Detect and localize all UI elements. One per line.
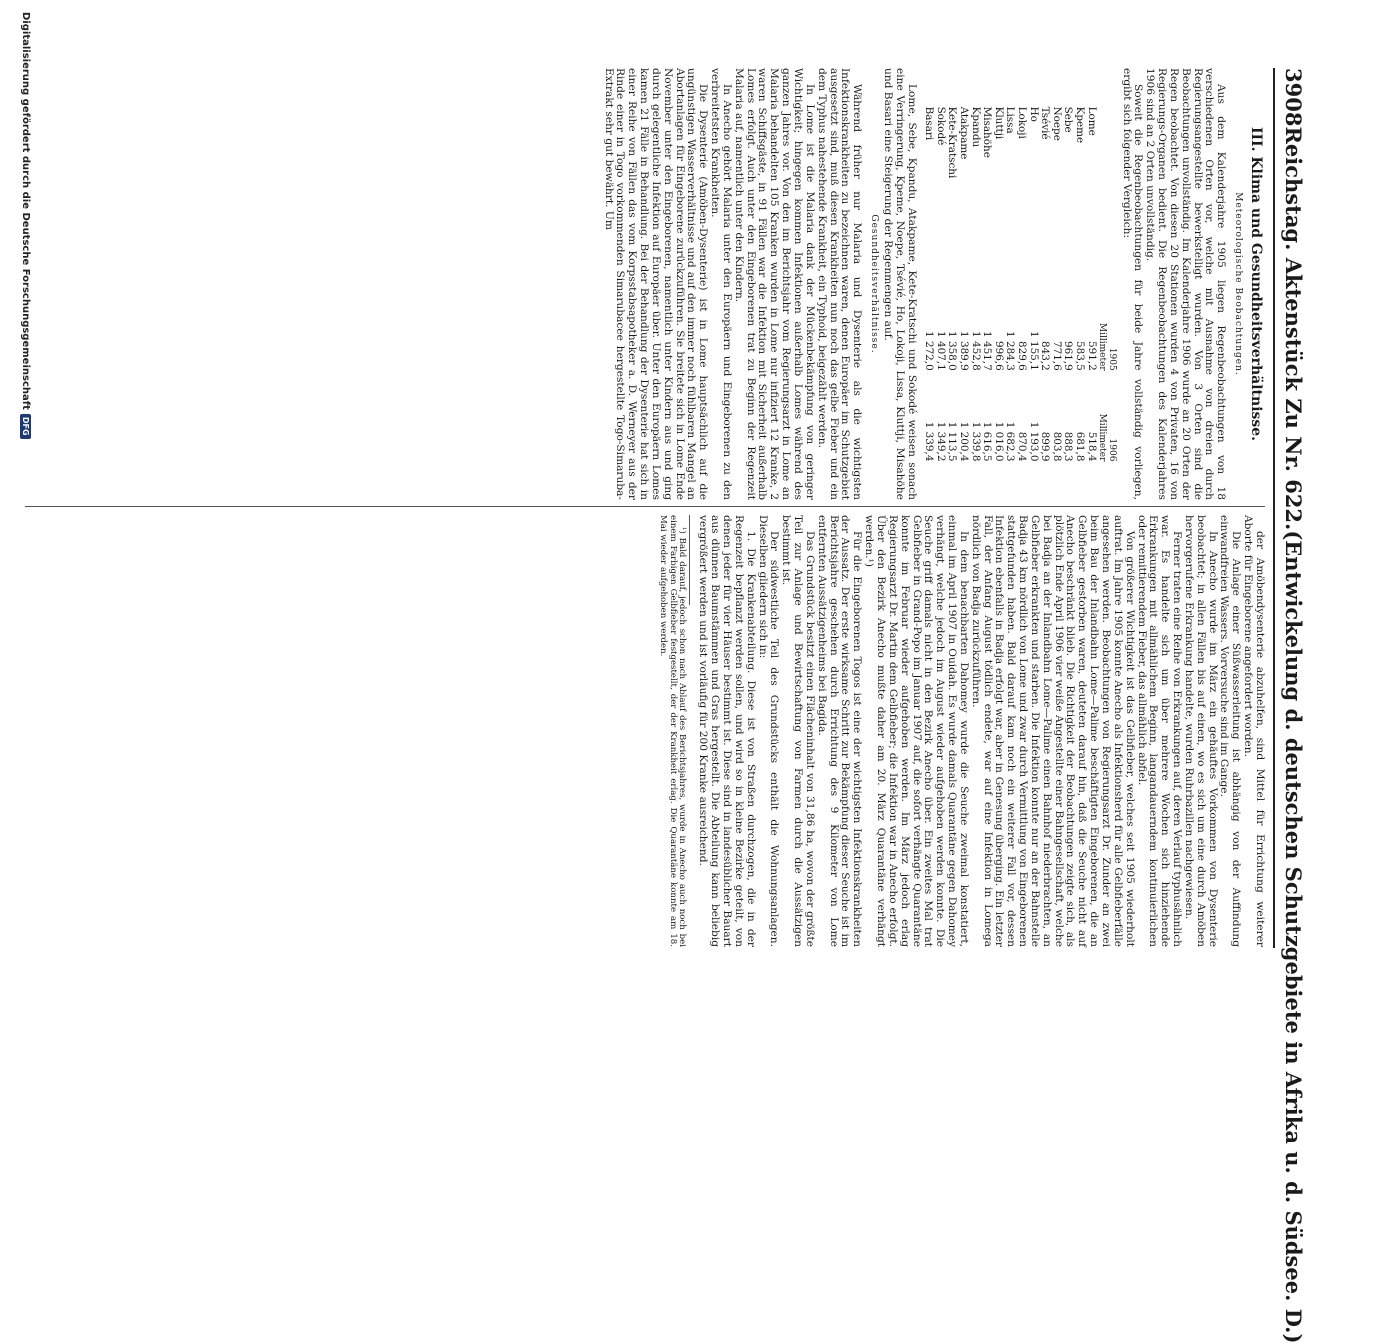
- column-unit: Millimeter: [1097, 413, 1108, 462]
- rainfall-table-body: [923, 103, 1097, 466]
- value-1906-cell: 518,4: [1085, 431, 1098, 462]
- column-year: 1905: [1106, 347, 1117, 371]
- paragraph: der Amöbendysenterie abzuhelfen, sind Mittel für Errichtung weiterer Aborte für Eingeborene angefordert worden.: [1242, 515, 1266, 947]
- subhead-health: Gesundheitsverhältnisse.: [869, 214, 880, 354]
- footnote-rule: [690, 515, 691, 605]
- station-cell: Kete-Kratschi: [946, 106, 959, 179]
- station-cell: Kpandu: [969, 106, 982, 148]
- table-row: [1004, 103, 1016, 466]
- value-1906-cell: 1 339,4: [923, 421, 936, 462]
- paragraph: Während früher nur Malaria und Dysenterie als die wichtigsten Infektionskrankheiten zu bezeichnen waren, denen Europäer im Schutzgebiet ausgesetzt sind, muß diesen Krankheiten nun noch das gelbe Fieber und ein dem Typhus nahestehende Krankheit, ein Typhoid, beigezählt werden.: [815, 68, 864, 500]
- value-1905-cell: 1 272,0: [923, 331, 936, 371]
- value-1905-cell: 996,6: [992, 340, 1005, 371]
- table-row: [969, 103, 981, 466]
- paragraph: Aus dem Kalenderjahre 1905 liegen Regenbeobachtungen von 18 verschiedenen Orten vor, welche mit Ausnahme von dreien durch Regierungsangestellte bewerkstelligt wurden. Von 3 Orten sind die Beobachtungen unvollständig. Im Kalenderjahre 1906 wurde an 20 Orten der Regen beobachtet. Von diesen 20 Stationen wurden 4 von Privaten, 16 von Regierungs-Organen bedient. Die Regenbeobachtungen des Kalenderjahres 1906 sind an 2 Orten unvollständig.: [1144, 68, 1228, 500]
- paragraph: In Lome ist die Malaria dank der Mückenbekämpfung von geringer Wichtigkeit; hingegen kommen Infektionen außerhalb Lomes während des ganzen Jahres vor. Von den im Berichtsjahr vom Regierungsarzt in Lome an Malaria behandelten 105 Kranken wurden in Lome nur infiziert 12 Kranke, 2 waren Schiffsgäste, in 91 Fällen war die Infektion mit Sicherheit außerhalb Lomes erfolgt. Auch unter den Eingeborenen trat zu Beginn der Regenzeit Malaria auf, namentlich unter den Kindern.: [732, 68, 816, 500]
- table-row: [1039, 103, 1051, 466]
- column-header-1905: [1097, 284, 1116, 375]
- table-row: [934, 103, 946, 466]
- paragraph: Von größerer Wichtigkeit ist das Gelbfieber, welches seit 1905 wiederholt auftrat. Im Jahre 1905 konnte Anecho als Infektionsherd für alle Gelbfieberfälle angesehen werden. Beobachtungen von Regierungsarzt Dr. Zunder an zwei beim Bau der Inlandbahn Lome—Palime beschäftigten Eingeborenen, die an Gelbfieber gestorben waren, deuteten darauf hin, daß die Seuche nicht auf Anecho beschränkt blieb. Die Richtigkeit der Beobachtungen zeigte sich, als plötzlich Ende April 1906 vier weiße Angestellte einer Bahngesellschaft, welche bei Badja an der Inlandbahn Lome—Palime einen Bahnhof niederbrachten, an Gelbfieber erkrankten und starben. Die Infektion konnte nur an der Bahnstelle Badja 43 km nördlich von Lome und zwar durch Vermittlung von Eingeborenen stattgefunden haben. Bald darauf kam noch ein weiterer Fall vor, dessen Infektion ebenfalls in Badja erfolgt war, aber in Genesung überging. Ein letzter Fall, der Anfang August tödlich endete, war auf eine Infektion in Lomega nördlich von Badja zurückzuführen.: [969, 515, 1136, 947]
- left-column: [13, 68, 1265, 500]
- value-1906-cell: 1 016,0: [992, 421, 1005, 462]
- credit-text: Digitalisierung gefördert durch die Deutsche Forschungsgemeinschaft: [20, 12, 32, 410]
- table-row: [1015, 103, 1027, 466]
- value-1906-cell: 1 113,5: [946, 421, 959, 462]
- value-1905-cell: 583,5: [1073, 340, 1086, 371]
- value-1906-cell: 681,8: [1073, 431, 1086, 462]
- column-divider: [25, 506, 1265, 507]
- value-1905-cell: 1 452,8: [969, 331, 982, 371]
- running-title: (Entwickelung d. deutschen Schutzgebiete in Afrika u. d. Südsee. D.): [1281, 530, 1307, 1343]
- value-1906-cell: 1 200,4: [958, 421, 970, 462]
- paragraph: Der südwestliche Teil des Grundstücks enthält die Wohnungsanlagen. Dieselben gliedern sich in:: [756, 515, 781, 947]
- value-1905-cell: 829,6: [1015, 340, 1028, 371]
- value-1906-cell: 870,4: [1015, 431, 1028, 462]
- subhead-meteorology: Meteorologische Beobachtungen.: [1233, 192, 1244, 376]
- station-cell: Kluttji: [992, 106, 1005, 140]
- paragraph: In Anecho wurde im März ein gehäuftes Vorkommen von Dysenterie beobachtet; in allen Fällen bis auf einen, wo es sich um eine durch Amöben hervorgerufene Erkrankung handelte, wurden Ruhrbazillen nachgewiesen.: [1182, 515, 1219, 947]
- value-1905-cell: 1 389,9: [958, 331, 970, 371]
- station-cell: Atakpame: [958, 106, 970, 160]
- dfg-logo-icon: DFG: [21, 414, 32, 439]
- value-1905-cell: 961,9: [1062, 340, 1075, 371]
- paragraph: Soweit die Regenbeobachtungen für beide Jahre vollständig vorliegen, ergibt sich folgender Vergleich:: [1120, 68, 1145, 500]
- paragraph: Ferner traten eine Reihe von Erkrankungen auf, deren Verlauf typhusähnlich war. Es handelte sich um über mehrere Wochen sich hinziehende Erkrankungen mit allmählichem Beginn, langandauerndem kontinuierlichen oder remittierendem Fieber, das allmählich abfiel.: [1135, 515, 1184, 947]
- value-1905-cell: 843,2: [1039, 340, 1052, 371]
- value-1905-cell: 771,6: [1050, 340, 1063, 371]
- table-row: [981, 103, 993, 466]
- station-cell: Kpeme: [1073, 106, 1086, 144]
- value-1906-cell: 888,3: [1062, 431, 1075, 462]
- station-cell: Lokoji: [1015, 106, 1028, 139]
- value-1905-cell: 1 284,3: [1004, 331, 1017, 371]
- section-title: III. Klima und Gesundheitsverhältnisse.: [1248, 126, 1264, 442]
- paragraph: Lome, Sebe, Kpandu, Atakpame, Kete-Kratschi und Sokodé weisen sonach eine Verringerung, Kpeme, Noepe, Tsévié, Ho, Lokoji, Lissa, Kluttji, Misahöhe und Basari eine Steigerung der Regenmengen auf.: [881, 68, 918, 500]
- station-cell: Sebe: [1062, 106, 1075, 133]
- station-cell: Ho: [1027, 106, 1040, 122]
- station-cell: Misahöhe: [981, 106, 994, 158]
- value-1906-cell: 899,9: [1039, 431, 1052, 462]
- table-row: [992, 103, 1004, 466]
- value-1906-cell: 1 193,0: [1027, 421, 1040, 462]
- value-1905-cell: 1 451,7: [981, 331, 994, 371]
- table-row: [1027, 103, 1039, 466]
- table-row: [1062, 103, 1074, 466]
- value-1905-cell: 591,2: [1085, 340, 1098, 371]
- value-1905-cell: 1 155,1: [1027, 331, 1040, 371]
- paragraph: Die Dysenterie (Amöben-Dysenterie) ist in Lome hauptsächlich auf die ungünstigen Wasserverhältnisse und auf den immer noch fühlbaren Mangel an Abortanlagen für Eingeborene zurückzuführen. Sie breitete sich in Lome Ende November unter den Eingeborenen, namentlich unter Kindern aus und ging durch gelegentliche Infektion auf Europäer über. Unter den Europäern Lomes kamen 21 Fälle in Behandlung. Bei der Behandlung der Dysenterie hat sich in einer Reihe von Fällen das vom Korpsstabsapotheker a. D. Werneyer aus der Rinde einer in Togo vorkommenden Simarubacee hergestellte Togo-Simaruba-Extrakt sehr gut bewährt. Um: [602, 68, 710, 500]
- paragraph: Die Anlage einer Süßwasserleitung ist abhängig von der Auffindung einwandfreien Wassers. Vorversuche sind im Gange.: [1218, 515, 1243, 947]
- header-rule: [1273, 68, 1275, 948]
- rainfall-table: [923, 103, 1116, 466]
- paragraph: In Anecho gehört Malaria unter den Europäern und Eingeborenen zu den verbreitetsten Krankheiten.: [709, 68, 733, 500]
- right-column: [13, 515, 1265, 947]
- paragraph: In dem benachbarten Dahomey wurde die Seuche zweimal konstatiert, einmal im April 1907 in Ouidah. Es wurde damals Quarantäne gegen Dahomey verhängt, welche jedoch im August wieder aufgehoben werden konnte. Die Seuche griff damals nicht in den Bezirk Anecho über. Ein zweites Mal trat Gelbfieber in Grand-Popo im Januar 1907 auf, die sofort verhängte Quarantäne konnte im Februar wieder aufgehoben werden. Im März jedoch erlag Regierungsarzt Dr. Martin dem Gelbfieber; die Infektion war in Anecho erfolgt. Über den Bezirk Anecho mußte daher am 20. März Quarantäne verhängt werden.¹): [863, 515, 970, 947]
- paragraph: Das Grundstück besitzt einen Flächeninhalt von 31,86 ha, wovon der größte Teil zur Anlage und Bewirtschaftung von Farmen durch die Aussätzigen bestimmt ist.: [780, 515, 816, 947]
- column-year: 1906: [1106, 438, 1117, 462]
- table-row: [1085, 103, 1097, 466]
- journal-reference: Reichstag. Aktenstück Zu Nr. 622.: [1281, 126, 1307, 531]
- column-header-1906: [1097, 375, 1116, 466]
- table-row: [1050, 103, 1062, 466]
- table-row: [1073, 103, 1085, 466]
- station-cell: Tsévié: [1039, 106, 1052, 140]
- column-header-station: [1097, 103, 1116, 284]
- table-row: [923, 103, 935, 466]
- page-header: [1277, 68, 1311, 1343]
- station-cell: Lissa: [1004, 106, 1017, 134]
- table-row: [946, 103, 958, 466]
- value-1906-cell: 1 616,5: [981, 421, 994, 462]
- value-1906-cell: 1 339,8: [969, 421, 982, 462]
- column-unit: Millimeter: [1097, 322, 1108, 371]
- value-1905-cell: 1 407,1: [934, 331, 947, 371]
- station-cell: Lome: [1085, 106, 1098, 136]
- value-1906-cell: 803,8: [1050, 431, 1063, 462]
- table-row: [957, 103, 969, 466]
- footnote: ¹) Bald darauf, jedoch schon nach Ablauf des Berichtsjahres, wurde in Anecho auch noch bei einem Farbigen Gelbfieber festgestellt, der der Krankheit erlag. Die Quarantäne konnte am 18. Mai wieder aufgehoben werden.: [657, 515, 688, 947]
- table-header-row: [1097, 103, 1116, 466]
- value-1905-cell: 1 358,0: [946, 331, 959, 371]
- station-cell: Sokodé: [934, 106, 947, 146]
- value-1906-cell: 1 349,2: [934, 421, 947, 462]
- paragraph: 1. Die Krankenabteilung. Diese ist von Straßen durchzogen, die in der Regenzeit bepflanzt werden sollen, und wird so in kleine Bezirke geteilt, von denen jeder für vier Häuser bestimmt ist. Diese sind in landesüblicher Bauart aus dünnen Baumstämmen und Gras hergestellt. Die Abteilung kann beliebig vergrößert werden und ist vorläufig für 200 Kranke ausreichend.: [697, 515, 757, 947]
- value-1906-cell: 1 682,3: [1004, 421, 1017, 462]
- page-number: 3908: [1281, 68, 1307, 127]
- station-cell: Basari: [923, 106, 936, 141]
- digitization-credit: [14, 0, 38, 1000]
- paragraph: Für die Eingeborenen Togos ist eine der wichtigsten Infektionskrankheiten der Aussatz. Der erste wirksame Schritt zur Bekämpfung dieser Seuche ist im Berichtsjahre geschehen durch Errichtung des 9 Kilometer von Lome entfernten Aussätzigenheims bei Bagida.: [815, 515, 864, 947]
- station-cell: Noepe: [1050, 106, 1063, 141]
